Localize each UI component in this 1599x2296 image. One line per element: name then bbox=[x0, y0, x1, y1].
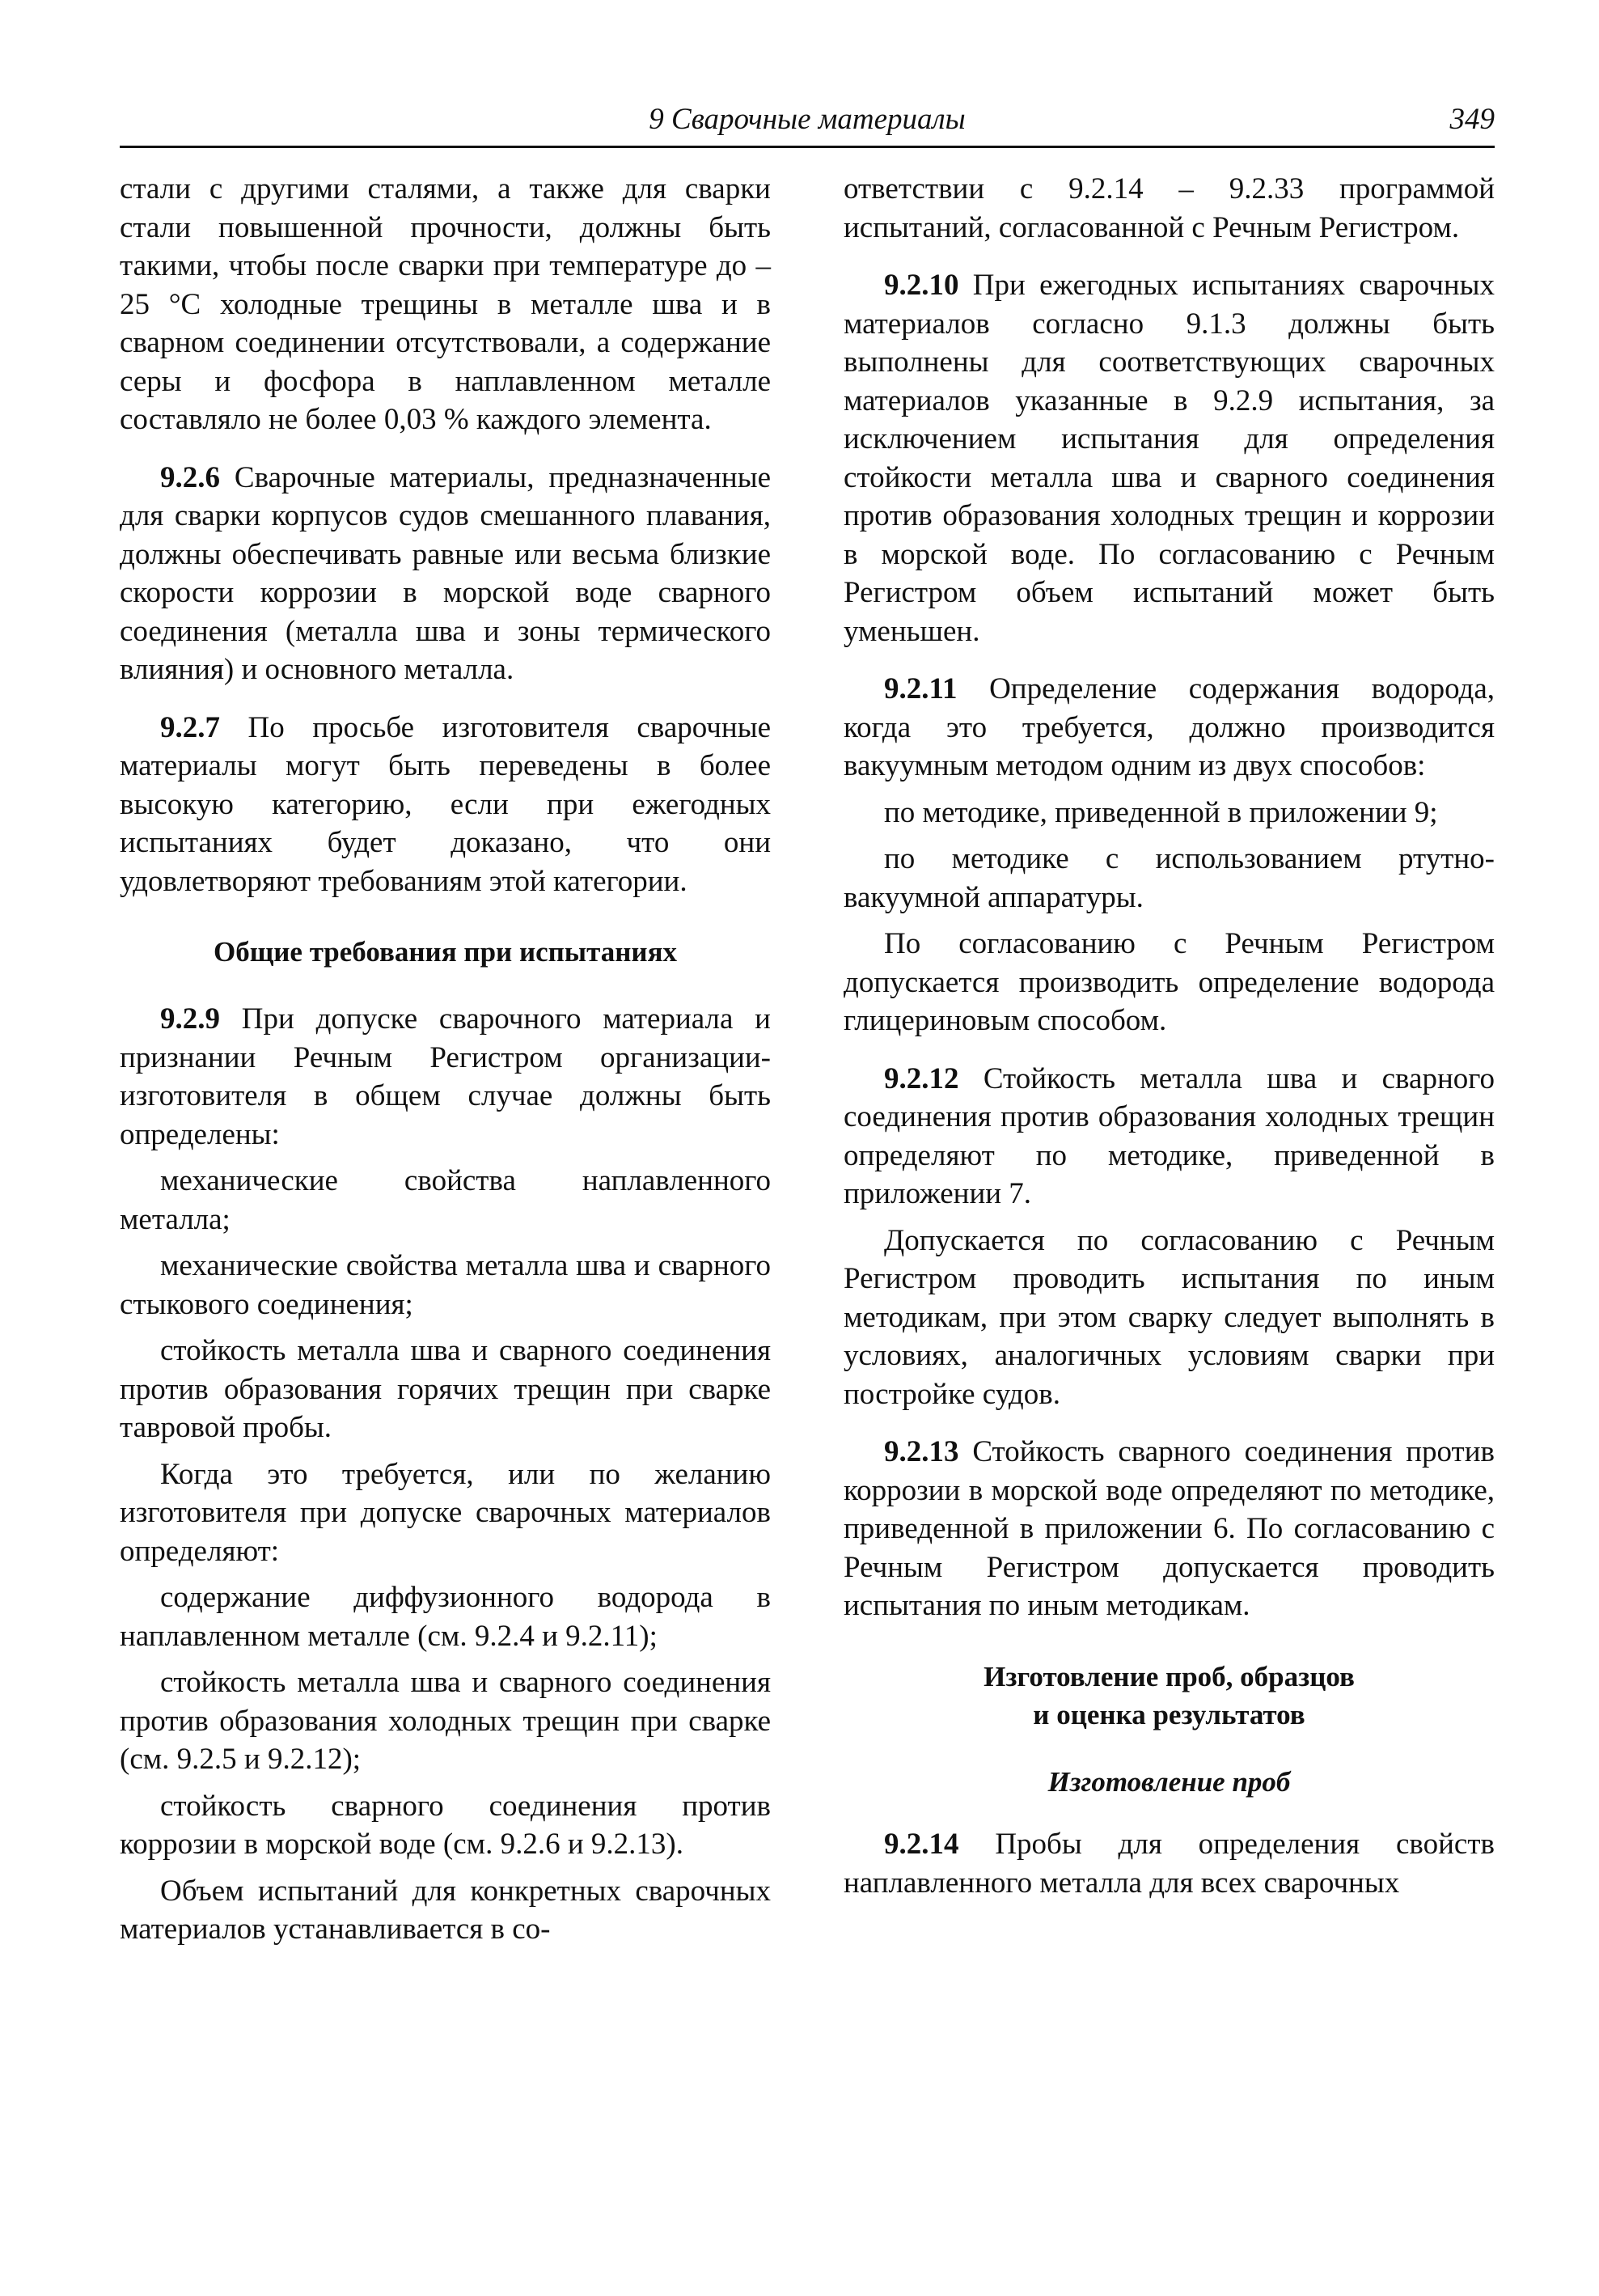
paragraph-9-2-14 bbox=[844, 1825, 1495, 1902]
clause-text: При ежегодных испытаниях сварочных материалов согласно 9.1.3 должны быть выполнены для соответствующих сварочных материалов указанные в 9.2.9 испытания, за исключением испытания для определения стойкости металла шва и сварного соединения против образования холодных трещин и коррозии в морской воде. По согласованию с Речным Регистром объем испытаний может быть уменьшен. bbox=[844, 269, 1495, 648]
paragraph-test-volume: Объем испытаний для конкретных сварочных материалов устанавливается в со- bbox=[120, 1874, 771, 1946]
list-item: по методике с использованием ртутно-вакуумной аппаратуры. bbox=[844, 842, 1495, 914]
right-column bbox=[844, 170, 1495, 1957]
heading-line: и оценка результатов bbox=[1033, 1698, 1305, 1730]
paragraph-9-2-7 bbox=[120, 709, 771, 901]
paragraph-9-2-6 bbox=[120, 459, 771, 689]
clause-text: Пробы для определения свойств наплавленного металла для всех сварочных bbox=[844, 1828, 1495, 1900]
section-heading bbox=[844, 1658, 1495, 1734]
page-number: 349 bbox=[1449, 103, 1495, 136]
paragraph-9-2-11 bbox=[844, 670, 1495, 786]
paragraph-by-agreement: По согласованию с Речным Регистром допускается производить определение водорода глицериновым способом. bbox=[844, 927, 1495, 1037]
left-column bbox=[120, 170, 771, 1957]
clause-number: 9.2.7 bbox=[160, 710, 220, 744]
clause-text: Сварочные материалы, предназначенные для сварки корпусов судов смешанного плавания, должны обеспечивать равные или весьма близкие скорости коррозии в морской воде сварного соединения (металла шва и зоны термического влияния) и основного металла. bbox=[120, 460, 771, 686]
section-heading: Общие требования при испытаниях bbox=[213, 936, 678, 968]
paragraph-continuation: ответствии с 9.2.14 – 9.2.33 программой испытаний, согласованной с Речным Регистром. bbox=[844, 172, 1495, 244]
paragraph-allowed: Допускается по согласованию с Речным Регистром проводить испытания по иным методикам, при этом сварку следует выполнять в условиях, аналогичных условиям сварки при постройке судов. bbox=[844, 1223, 1495, 1411]
list-item: стойкость металла шва и сварного соединения против образования горячих трещин при сварке тавровой пробы. bbox=[120, 1334, 771, 1444]
paragraph-continuation: стали с другими сталями, а также для сварки стали повышенной прочности, должны быть такими, чтобы после сварки при температуре до –25 °С холодные трещины в металле шва и в сварном соединении отсутствовали, а содержание серы и фосфора в наплавленном металле составляло не более 0,03 % каждого элемента. bbox=[120, 172, 771, 436]
paragraph-9-2-9 bbox=[120, 1000, 771, 1154]
clause-number: 9.2.9 bbox=[160, 1002, 220, 1036]
list-item: стойкость сварного соединения против коррозии в морской воде (см. 9.2.6 и 9.2.13). bbox=[120, 1789, 771, 1861]
chapter-title: 9 Сварочные материалы bbox=[649, 103, 966, 136]
document-page bbox=[120, 95, 1495, 2239]
heading-line: Изготовление проб, образцов bbox=[984, 1660, 1355, 1692]
clause-number: 9.2.6 bbox=[160, 460, 220, 494]
list-item: по методике, приведенной в приложении 9; bbox=[884, 795, 1438, 829]
paragraph-9-2-10 bbox=[844, 266, 1495, 650]
text-columns bbox=[120, 170, 1495, 1957]
clause-text: Стойкость сварного соединения против коррозии в морской воде определяют по методике, приведенной в приложении 6. По согласованию с Речным Регистром допускается проводить испытания по иным методикам. bbox=[844, 1435, 1495, 1622]
clause-number: 9.2.12 bbox=[884, 1061, 959, 1095]
list-item: механические свойства металла шва и сварного стыкового соединения; bbox=[120, 1249, 771, 1321]
subsection-heading: Изготовление проб bbox=[1047, 1765, 1291, 1798]
running-header bbox=[120, 95, 1495, 148]
clause-number: 9.2.13 bbox=[884, 1435, 959, 1468]
clause-text: Стойкость металла шва и сварного соединения против образования холодных трещин определяют по методике, приведенной в приложении 7. bbox=[844, 1061, 1495, 1210]
paragraph-when-required: Когда это требуется, или по желанию изготовителя при допуске сварочных материалов определяют: bbox=[120, 1457, 771, 1568]
paragraph-9-2-13 bbox=[844, 1433, 1495, 1625]
list-item: механические свойства наплавленного металла; bbox=[120, 1164, 771, 1236]
clause-text: По просьбе изготовителя сварочные материалы могут быть переведены в более высокую категорию, если при ежегодных испытаниях будет доказано, что они удовлетворяют требованиям этой категории. bbox=[120, 710, 771, 898]
clause-number: 9.2.14 bbox=[884, 1828, 959, 1861]
clause-number: 9.2.11 bbox=[884, 672, 958, 705]
clause-number: 9.2.10 bbox=[884, 269, 959, 302]
list-item: содержание диффузионного водорода в наплавленном металле (см. 9.2.4 и 9.2.11); bbox=[120, 1581, 771, 1653]
paragraph-9-2-12 bbox=[844, 1060, 1495, 1214]
clause-text: Определение содержания водорода, когда это требуется, должно производится вакуумным методом одним из двух способов: bbox=[844, 672, 1495, 782]
clause-text: При допуске сварочного материала и признании Речным Регистром организации-изготовителя в общем случае должны быть определены: bbox=[120, 1002, 771, 1151]
list-item: стойкость металла шва и сварного соединения против образования холодных трещин при сварке (см. 9.2.5 и 9.2.12); bbox=[120, 1666, 771, 1776]
